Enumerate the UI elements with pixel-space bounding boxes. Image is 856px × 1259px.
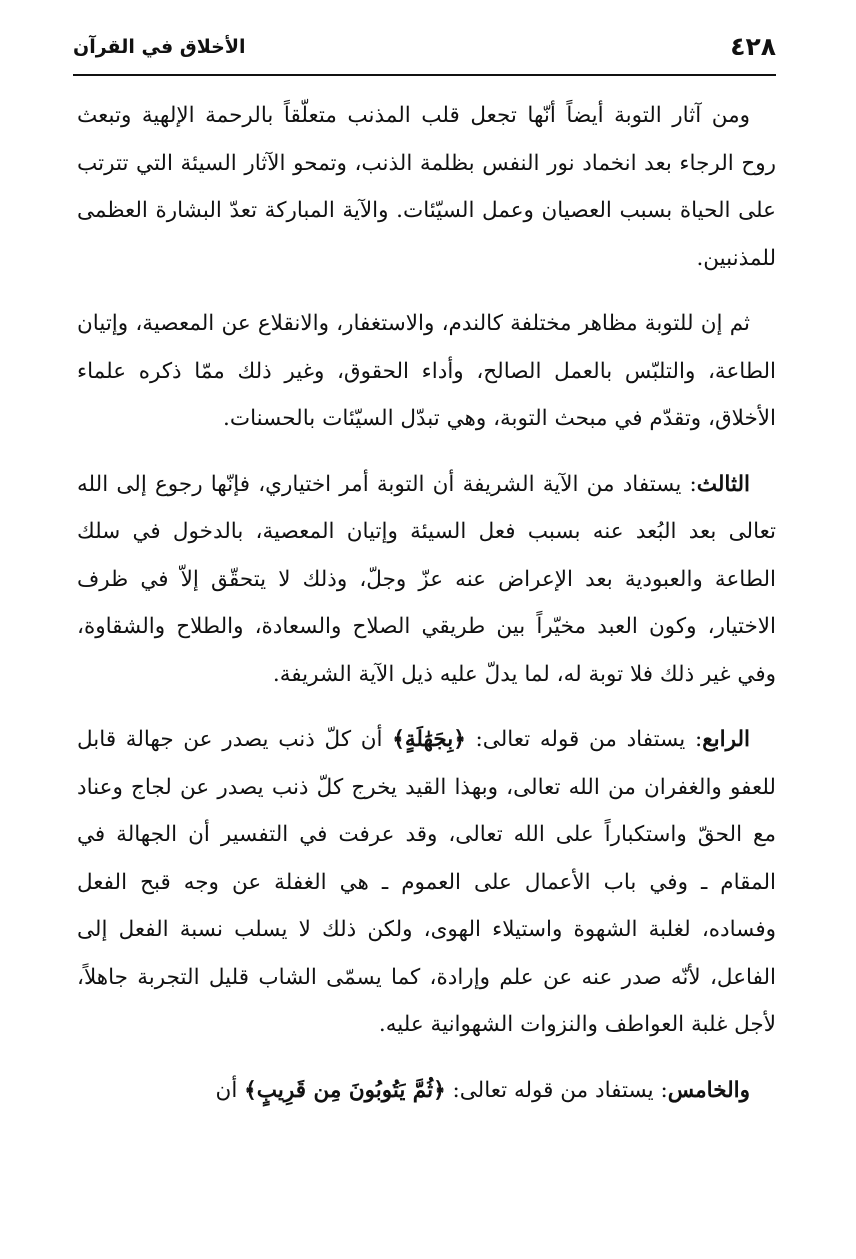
- page-number: ٤٢٨: [730, 32, 776, 61]
- paragraph-effects-of-repentance: [77, 92, 776, 282]
- paragraph-text: : يستفاد من الآية الشريفة أن التوبة أمر اختياري، فإنّها رجوع إلى الله تعالى بعد البُعد عنه بسبب فعل السيئة وإتيان المعصية، بالدخول في سلك الطاعة والعبودية بعد الإعراض عنه عزّ وجلّ، وذلك لا يتحقّق إلاّ في ظرف الاختيار، وكون العبد مخيّراً بين طريقي الصلاح والسعادة، والطلاح والشقاوة، وفي غير ذلك فلا توبة له، لما يدلّ عليه ذيل الآية الشريفة.: [77, 471, 776, 687]
- point-heading: والخامس: [667, 1077, 750, 1103]
- body-text: [77, 92, 776, 1114]
- paragraph-fifth-point: [77, 1067, 776, 1115]
- paragraph-text: أن كلّ ذنب يصدر عن جهالة قابل للعفو والغفران من الله تعالى، وبهذا القيد يخرج كلّ ذنب يصدر عن لجاج وعناد مع الحقّ واستكباراً على الله تعالى، وقد عرفت في التفسير أن الجهالة في المقام ـ وفي باب الأعمال على العموم ـ هي الغفلة عن وجه قبح الفعل وفساده، لغلبة الشهوة واستيلاء الهوى، ولكن ذلك لا يسلب نسبة الفعل إلى الفاعل، لأنّه صدر عنه عن علم وإرادة، كما يسمّى الشاب قليل التجربة جاهلاً، لأجل غلبة العواطف والنزوات الشهوانية عليه.: [77, 727, 776, 1037]
- paragraph-fourth-point: [77, 716, 776, 1049]
- paragraph-text: ثم إن للتوبة مظاهر مختلفة كالندم، والاستغفار، والانقلاع عن المعصية، وإتيان الطاعة، والتلبّس بالعمل الصالح، وأداء الحقوق، وغير ذلك ممّا ذكره علماء الأخلاق، وتقدّم في مبحث التوبة، وهي تبدّل السيّئات بالحسنات.: [77, 311, 776, 431]
- quran-quote: ﴿ثُمَّ يَتُوبُونَ مِن قَرِيبٍ﴾: [244, 1077, 446, 1103]
- paragraph-text: : يستفاد من قوله تعالى:: [445, 1077, 668, 1103]
- page-header: [73, 30, 776, 72]
- paragraph-third-point: [77, 461, 776, 699]
- paragraph-text: : يستفاد من قوله تعالى:: [465, 727, 703, 752]
- header-rule: [73, 74, 776, 76]
- point-heading: الرابع: [702, 727, 750, 752]
- paragraph-text: أن: [215, 1077, 245, 1103]
- quran-quote: ﴿بِجَهَٰلَةٍ﴾: [392, 727, 466, 752]
- point-heading: الثالث: [696, 471, 750, 497]
- running-title: الأخلاق في القرآن: [73, 36, 246, 58]
- paragraph-text: ومن آثار التوبة أيضاً أنّها تجعل قلب المذنب متعلّقاً بالرحمة الإلهية وتبعث روح الرجاء بعد انخماد نور النفس بظلمة الذنب، وتمحو الآثار السيئة التي تترتب على الحياة بسبب العصيان وعمل السيّئات. والآية المباركة تعدّ البشارة العظمى للمذنبين.: [77, 103, 776, 271]
- paragraph-manifestations-of-repentance: [77, 300, 776, 443]
